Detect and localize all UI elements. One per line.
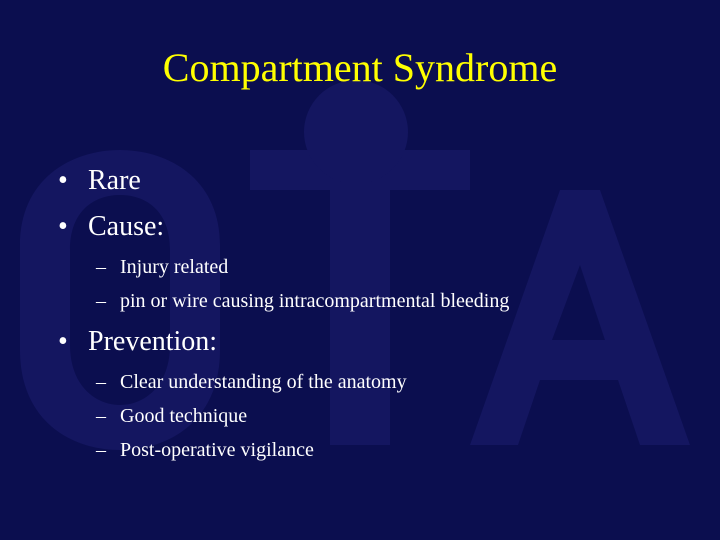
subbullet-pin-or-wire (96, 288, 509, 314)
slide-title: Compartment Syndrome (162, 45, 558, 90)
bullet-label: Prevention: (88, 326, 218, 357)
subbullet-label: Post-operative vigilance (120, 439, 314, 461)
subbullet-dash: – (96, 290, 106, 312)
subbullet-dash: – (96, 439, 106, 461)
bullet-label: Cause: (88, 211, 165, 242)
bullet-dot: • (58, 165, 68, 196)
bullet-rare (58, 164, 141, 198)
bullet-cause (58, 210, 164, 244)
subbullet-label: pin or wire causing intracompartmental bleeding (120, 290, 510, 312)
subbullet-label: Good technique (120, 405, 248, 427)
bullet-dot: • (58, 211, 68, 242)
subbullet-vigilance (96, 437, 314, 463)
bullet-prevention (58, 325, 217, 359)
subbullet-technique (96, 403, 247, 429)
subbullet-dash: – (96, 256, 106, 278)
subbullet-injury-related (96, 254, 228, 280)
subbullet-label: Injury related (120, 256, 229, 278)
subbullet-dash: – (96, 405, 106, 427)
bullet-dot: • (58, 326, 68, 357)
subbullet-label: Clear understanding of the anatomy (120, 371, 407, 393)
subbullet-anatomy (96, 369, 407, 395)
subbullet-dash: – (96, 371, 106, 393)
bullet-label: Rare (88, 165, 141, 196)
